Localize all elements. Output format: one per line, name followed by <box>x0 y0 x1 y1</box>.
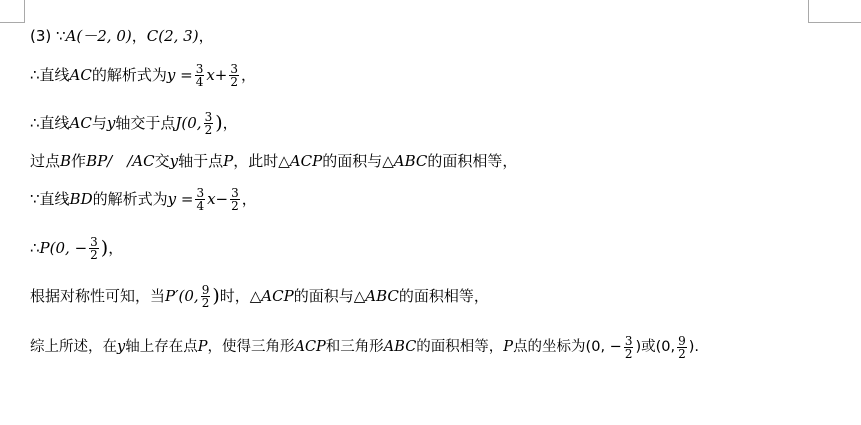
numerator: 3 <box>624 333 633 348</box>
numerator: 9 <box>678 333 686 348</box>
close-paren: ) <box>215 112 223 134</box>
denominator: 4 <box>195 74 204 89</box>
text: 点的坐标为(0, − <box>513 339 622 355</box>
solution-line-6 <box>30 231 123 265</box>
text: 的面积与△ <box>322 152 394 170</box>
solution-line-7 <box>30 279 489 313</box>
text: ∴ <box>30 239 40 257</box>
text: ∵直线 <box>30 190 70 208</box>
line-end: ， <box>108 239 124 257</box>
line-bp: BP/ <box>86 152 113 170</box>
fraction <box>201 284 211 309</box>
equation-lhs: y = <box>166 66 193 84</box>
text: 根据对称性可知，当 <box>30 287 166 305</box>
numerator: 3 <box>90 234 98 249</box>
denominator: 2 <box>624 346 633 361</box>
solution-line-3 <box>30 106 238 140</box>
fraction <box>204 111 214 136</box>
fraction <box>230 187 240 212</box>
triangle-abc: ABC <box>365 287 399 305</box>
triangle-abc: ABC <box>393 152 428 170</box>
axis-y: y <box>106 114 116 132</box>
triangle-acp: ACP <box>289 152 323 170</box>
text: )或(0, <box>635 339 676 355</box>
fraction <box>229 63 239 88</box>
numerator: 3 <box>195 61 204 76</box>
numerator: 9 <box>201 282 210 297</box>
fraction <box>195 187 205 212</box>
denominator: 2 <box>678 346 686 361</box>
text: 的面积与△ <box>293 287 366 305</box>
text: 过点 <box>30 152 61 170</box>
text: 轴于点 <box>178 152 224 170</box>
text: 的面积相等， <box>427 152 518 170</box>
point-b: B <box>60 152 72 170</box>
text: 的面积相等， <box>416 339 504 355</box>
triangle-acp: ACP <box>261 287 294 305</box>
point-p: P <box>223 152 234 170</box>
line-name: AC <box>69 66 92 84</box>
numerator: 3 <box>204 109 213 124</box>
operator: − <box>215 190 229 208</box>
operator: + <box>214 66 228 84</box>
denominator: 2 <box>231 198 239 213</box>
line-end: ， <box>222 114 238 132</box>
line-end: ， <box>241 66 257 84</box>
line-end: ， <box>241 190 257 208</box>
denominator: 2 <box>204 122 213 137</box>
point-p: P <box>197 339 208 355</box>
point-p-prime: P′(0, <box>165 287 199 305</box>
triangle-abc: ABC <box>383 339 417 355</box>
point-a: A(－2, 0) <box>65 27 132 45</box>
solution-line-2 <box>30 58 256 92</box>
point-j: J(0, <box>175 114 202 132</box>
fraction <box>624 335 634 360</box>
text: ，此时△ <box>233 152 290 170</box>
line-name: BD <box>69 190 93 208</box>
line-name: AC <box>69 114 92 132</box>
denominator: 2 <box>201 295 210 310</box>
text: 和三角形 <box>325 339 384 355</box>
text: ∴直线 <box>30 66 70 84</box>
line-end: ， <box>198 27 214 45</box>
point-p: P(0, − <box>39 239 88 257</box>
denominator: 2 <box>90 247 98 262</box>
solution-line-8 <box>30 330 699 364</box>
numerator: 3 <box>231 185 239 200</box>
text: 与 <box>91 114 107 132</box>
crop-mark-top-right <box>808 0 861 23</box>
axis-y: y <box>169 152 179 170</box>
denominator: 4 <box>196 198 205 213</box>
fraction <box>195 63 205 88</box>
solution-line-5 <box>30 182 257 216</box>
text: 综上所述，在 <box>30 339 117 355</box>
numerator: 3 <box>196 185 205 200</box>
crop-mark-top-left <box>0 0 25 23</box>
solution-line-4 <box>30 151 517 171</box>
point-c: C(2, 3) <box>146 27 199 45</box>
line-ac: /AC <box>127 152 155 170</box>
part-label: (3) ∵ <box>30 27 66 45</box>
separator: ， <box>131 27 147 45</box>
equation-lhs: y = <box>167 190 194 208</box>
triangle-acp: ACP <box>294 339 326 355</box>
variable-x: x <box>206 66 215 84</box>
gap <box>112 151 127 171</box>
fraction <box>677 335 687 360</box>
text: 作 <box>71 152 87 170</box>
text: 轴上存在点 <box>125 339 198 355</box>
text: 交 <box>154 152 170 170</box>
text: ，使得三角形 <box>207 339 295 355</box>
text: 的解析式为 <box>91 66 167 84</box>
text: 轴交于点 <box>115 114 176 132</box>
variable-x: x <box>207 190 216 208</box>
denominator: 2 <box>230 74 239 89</box>
numerator: 3 <box>230 61 239 76</box>
axis-y: y <box>117 339 126 355</box>
text: 的解析式为 <box>92 190 168 208</box>
text: ∴直线 <box>30 114 70 132</box>
close-paren: ) <box>212 285 220 307</box>
solution-line-1 <box>30 26 214 46</box>
point-p: P <box>503 339 514 355</box>
text: ). <box>688 339 700 355</box>
text: 时，△ <box>219 287 262 305</box>
fraction <box>89 236 99 261</box>
close-paren: ) <box>100 237 109 259</box>
text: 的面积相等， <box>398 287 489 305</box>
